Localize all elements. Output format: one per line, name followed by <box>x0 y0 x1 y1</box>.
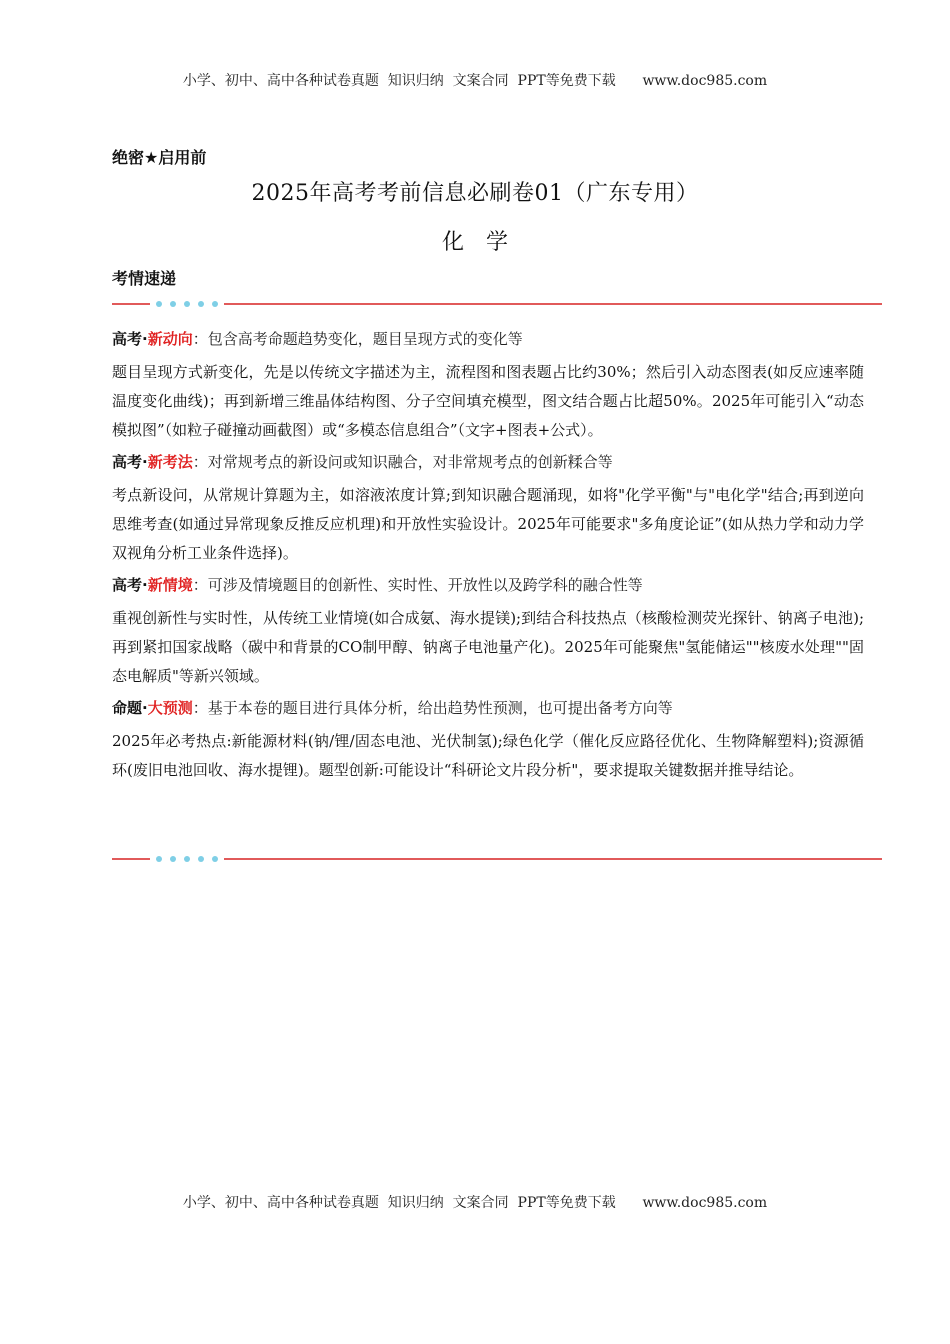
block-key: 高考· <box>112 453 148 471</box>
block-key-highlight: 新动向 <box>147 330 193 348</box>
block-new-method <box>112 451 864 568</box>
divider-top <box>112 298 882 310</box>
secret-label: 绝密★启用前 <box>112 148 207 167</box>
page-title: 2025年高考考前信息必刷卷01（广东专用） <box>251 181 699 206</box>
divider-line-left <box>112 303 150 305</box>
section-heading: 考情速递 <box>112 269 177 288</box>
block-key: 高考· <box>112 330 148 348</box>
block-new-trend <box>112 328 864 445</box>
content-area <box>112 328 864 791</box>
block-heading <box>112 574 864 596</box>
block-heading <box>112 328 864 350</box>
block-description: ：包含高考命题趋势变化，题目呈现方式的变化等 <box>192 330 523 348</box>
block-description: ：可涉及情境题目的创新性、实时性、开放性以及跨学科的融合性等 <box>192 576 643 594</box>
divider-dot <box>156 301 162 307</box>
block-description: ：基于本卷的题目进行具体分析，给出趋势性预测，也可提出备考方向等 <box>192 699 673 717</box>
header-note: 小学、初中、高中各种试卷真题 知识归纳 文案合同 PPT等免费下载 www.doc985.com <box>182 73 768 89</box>
divider-dot <box>198 856 204 862</box>
block-key-highlight: 新情境 <box>147 576 193 594</box>
divider-dot <box>184 301 190 307</box>
divider-dot <box>170 301 176 307</box>
divider-line-left <box>112 858 150 860</box>
block-heading <box>112 697 864 719</box>
divider-bottom <box>112 853 882 865</box>
block-body: 重视创新性与实时性，从传统工业情境(如合成氨、海水提镁);到结合科技热点（核酸检测荧光探针、钠离子电池);再到紧扣国家战略（碳中和背景的CO制甲醇、钠离子电池量产化)。2025年可能聚焦"氢能储运""核废水处理""固态电解质"等新兴领域。 <box>112 609 864 685</box>
block-prediction <box>112 697 864 785</box>
block-key-highlight: 新考法 <box>147 453 193 471</box>
block-key: 命题· <box>112 699 148 717</box>
subject-title: 化学 <box>441 230 530 255</box>
block-body: 考点新设问，从常规计算题为主，如溶液浓度计算;到知识融合题涌现，如将"化学平衡"与"电化学"结合;再到逆向思维考查(如通过异常现象反推反应机理)和开放性实验设计。2025年可能要求"多角度论证”(如从热力学和动力学双视角分析工业条件选择)。 <box>112 486 864 562</box>
block-body: 题目呈现方式新变化，先是以传统文字描述为主，流程图和图表题占比约30%；然后引入动态图表(如反应速率随温度变化曲线)；再到新增三维晶体结构图、分子空间填充模型，图文结合题占比超50%。2025年可能引入“动态模拟图”（如粒子碰撞动画截图）或“多模态信息组合”（文字+图表+公式）。 <box>112 363 864 439</box>
divider-dot <box>212 856 218 862</box>
divider-dot <box>156 856 162 862</box>
block-description: ：对常规考点的新设问或知识融合，对非常规考点的创新糅合等 <box>192 453 613 471</box>
divider-dot <box>212 301 218 307</box>
block-new-context <box>112 574 864 691</box>
block-key: 高考· <box>112 576 148 594</box>
divider-line-right <box>224 858 882 860</box>
block-heading <box>112 451 864 473</box>
divider-dots <box>156 298 226 310</box>
divider-dots <box>156 853 226 865</box>
divider-dot <box>198 301 204 307</box>
divider-line-right <box>224 303 882 305</box>
block-body: 2025年必考热点:新能源材料(钠/锂/固态电池、光伏制氢);绿色化学（催化反应路径优化、生物降解塑料);资源循环(废旧电池回收、海水提锂)。题型创新:可能设计“科研论文片段分析"，要求提取关键数据并推导结论。 <box>112 732 864 779</box>
footer-note: 小学、初中、高中各种试卷真题 知识归纳 文案合同 PPT等免费下载 www.doc985.com <box>182 1195 768 1211</box>
block-key-highlight: 大预测 <box>147 699 193 717</box>
divider-dot <box>170 856 176 862</box>
divider-dot <box>184 856 190 862</box>
